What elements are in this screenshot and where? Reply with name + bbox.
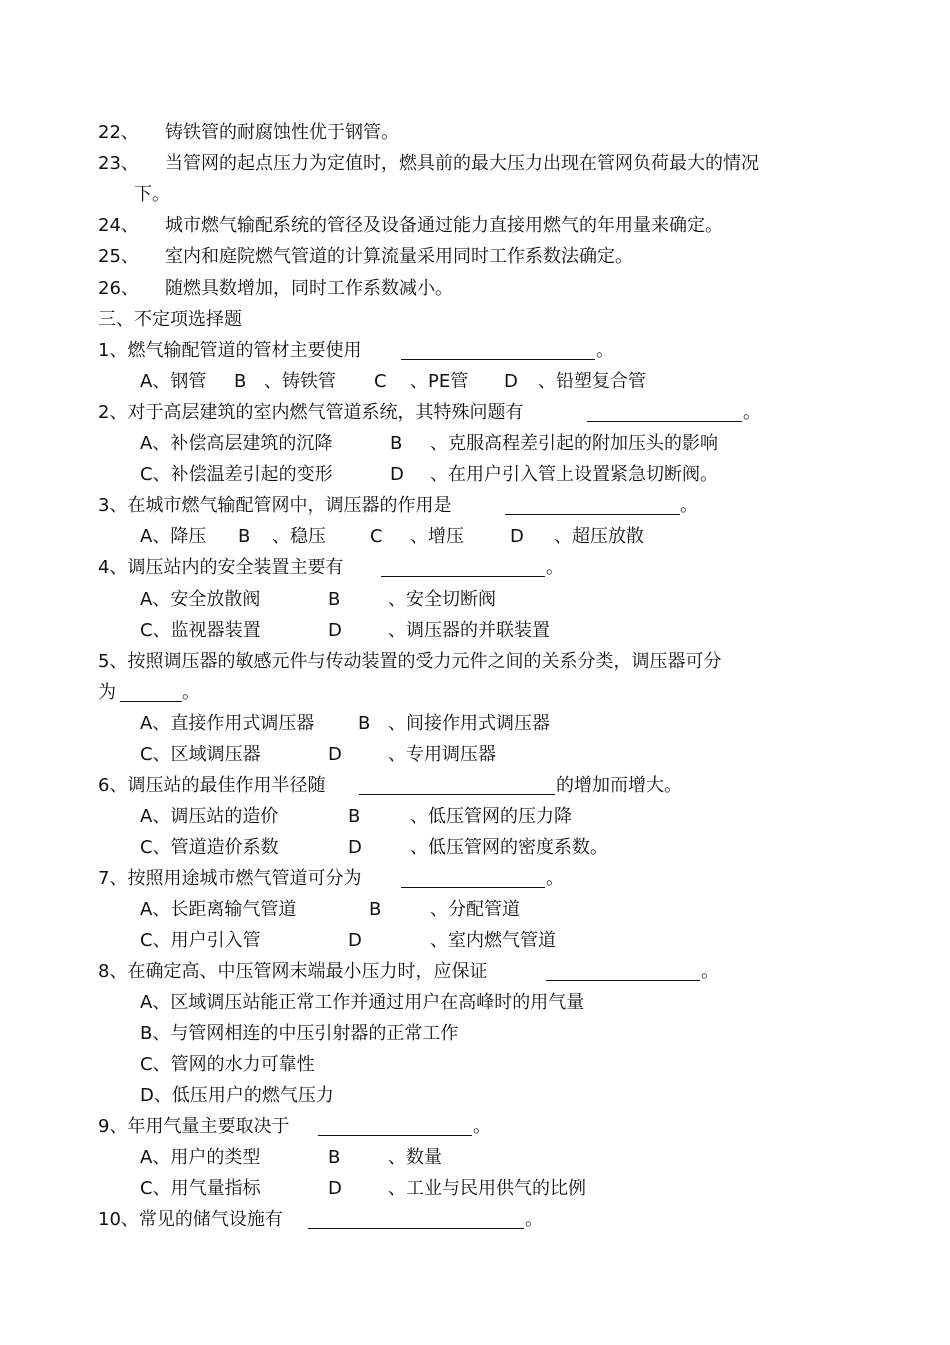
option-c-text: 、PE管 bbox=[410, 371, 469, 392]
option-b-letter: B bbox=[234, 371, 247, 392]
option-b-text: 、克服高程差引起的附加压头的影响 bbox=[430, 433, 718, 454]
option-c: C、管道造价系数 bbox=[140, 837, 279, 858]
option-b-letter: B bbox=[328, 589, 341, 610]
item-text: 当管网的起点压力为定值时，燃具前的最大压力出现在管网负荷最大的情况 bbox=[165, 153, 759, 174]
option-d-text: 、在用户引入管上设置紧急切断阀。 bbox=[430, 464, 718, 485]
option-d-letter: D bbox=[510, 526, 524, 547]
question-end: 。 bbox=[680, 495, 698, 516]
question-end: 。 bbox=[701, 961, 719, 982]
item-number: 24、 bbox=[98, 215, 139, 236]
question-stem: 5、按照调压器的敏感元件与传动装置的受力元件之间的关系分类，调压器可分 bbox=[98, 651, 722, 672]
option-b-text: 、铸铁管 bbox=[264, 371, 336, 392]
answer-blank bbox=[359, 794, 555, 795]
item-text: 随燃具数增加，同时工作系数减小。 bbox=[165, 278, 453, 299]
item-number: 26、 bbox=[98, 278, 139, 299]
question-end: 。 bbox=[525, 1209, 543, 1230]
option-d-text: 、专用调压器 bbox=[388, 744, 496, 765]
option-c: C、用户引入管 bbox=[140, 930, 261, 951]
question-stem-continuation: 为 bbox=[98, 682, 116, 703]
item-text: 城市燃气输配系统的管径及设备通过能力直接用燃气的年用量来确定。 bbox=[165, 215, 723, 236]
option-d-text: 、铅塑复合管 bbox=[538, 371, 646, 392]
option-b-text: 、间接作用式调压器 bbox=[388, 713, 550, 734]
item-text: 室内和庭院燃气管道的计算流量采用同时工作系数法确定。 bbox=[165, 246, 633, 267]
option-b-text: 、低压管网的压力降 bbox=[410, 806, 572, 827]
answer-blank bbox=[318, 1135, 472, 1136]
option-d-letter: D bbox=[328, 744, 342, 765]
option-d-letter: D bbox=[504, 371, 518, 392]
option-c: C、监视器装置 bbox=[140, 620, 261, 641]
option-b-letter: B bbox=[238, 526, 251, 547]
option-a: A、补偿高层建筑的沉降 bbox=[140, 433, 333, 454]
answer-blank bbox=[505, 514, 680, 515]
question-stem: 1、燃气输配管道的管材主要使用 bbox=[98, 340, 362, 361]
option-a: A、长距离输气管道 bbox=[140, 899, 297, 920]
question-end: 。 bbox=[473, 1116, 491, 1137]
item-number: 22、 bbox=[98, 122, 139, 143]
question-stem: 9、年用气量主要取决于 bbox=[98, 1116, 290, 1137]
option-d-letter: D bbox=[328, 620, 342, 641]
option-a: A、区域调压站能正常工作并通过用户在高峰时的用气量 bbox=[140, 992, 585, 1013]
option-d-letter: D bbox=[348, 930, 362, 951]
option-a: A、钢管 bbox=[140, 371, 207, 392]
option-d-text: 、调压器的并联装置 bbox=[388, 620, 550, 641]
option-d-letter: D bbox=[348, 837, 362, 858]
question-stem: 10、常见的储气设施有 bbox=[98, 1209, 283, 1230]
option-d-text: 、超压放散 bbox=[554, 526, 644, 547]
option-a: A、降压 bbox=[140, 526, 207, 547]
option-d-letter: D bbox=[390, 464, 404, 485]
option-c-text: 、增压 bbox=[410, 526, 464, 547]
option-d-letter: D bbox=[328, 1178, 342, 1199]
option-b-letter: B bbox=[369, 899, 382, 920]
option-b-letter: B bbox=[358, 713, 371, 734]
question-stem: 7、按照用途城市燃气管道可分为 bbox=[98, 868, 362, 889]
question-stem: 2、对于高层建筑的室内燃气管道系统，其特殊问题有 bbox=[98, 402, 524, 423]
option-a: A、安全放散阀 bbox=[140, 589, 261, 610]
option-c: C、区域调压器 bbox=[140, 744, 261, 765]
question-end: 的增加而增大。 bbox=[556, 775, 682, 796]
answer-blank bbox=[381, 576, 545, 577]
option-d-text: 、工业与民用供气的比例 bbox=[388, 1178, 586, 1199]
option-a: A、调压站的造价 bbox=[140, 806, 279, 827]
answer-blank bbox=[587, 421, 742, 422]
question-end: 。 bbox=[546, 868, 564, 889]
option-a: A、用户的类型 bbox=[140, 1147, 261, 1168]
option-c-letter: C bbox=[370, 526, 383, 547]
option-b-text: 、数量 bbox=[388, 1147, 442, 1168]
item-number: 25、 bbox=[98, 246, 139, 267]
question-end: 。 bbox=[182, 682, 200, 703]
option-d-text: 、室内燃气管道 bbox=[430, 930, 556, 951]
section-title-text: 三、不定项选择题 bbox=[98, 309, 242, 330]
item-text-continuation: 下。 bbox=[134, 184, 170, 205]
answer-blank bbox=[401, 887, 545, 888]
option-c: C、补偿温差引起的变形 bbox=[140, 464, 333, 485]
option-b-text: 、安全切断阀 bbox=[388, 589, 496, 610]
option-b-letter: B bbox=[328, 1147, 341, 1168]
option-c-letter: C bbox=[374, 371, 387, 392]
option-c: C、管网的水力可靠性 bbox=[140, 1054, 315, 1075]
option-c: C、用气量指标 bbox=[140, 1178, 261, 1199]
question-end: 。 bbox=[743, 402, 761, 423]
question-stem: 4、调压站内的安全装置主要有 bbox=[98, 557, 344, 578]
option-b-letter: B bbox=[390, 433, 403, 454]
question-stem: 3、在城市燃气输配管网中，调压器的作用是 bbox=[98, 495, 452, 516]
option-d-text: 、低压管网的密度系数。 bbox=[410, 837, 608, 858]
option-b: B、与管网相连的中压引射器的正常工作 bbox=[140, 1023, 459, 1044]
answer-blank bbox=[401, 359, 595, 360]
question-end: 。 bbox=[596, 340, 614, 361]
question-stem: 6、调压站的最佳作用半径随 bbox=[98, 775, 326, 796]
item-text: 铸铁管的耐腐蚀性优于钢管。 bbox=[165, 122, 399, 143]
option-b-text: 、稳压 bbox=[272, 526, 326, 547]
answer-blank bbox=[120, 701, 182, 702]
question-end: 。 bbox=[546, 557, 564, 578]
option-d: D、低压用户的燃气压力 bbox=[140, 1085, 334, 1106]
option-b-text: 、分配管道 bbox=[430, 899, 520, 920]
answer-blank bbox=[546, 980, 700, 981]
option-b-letter: B bbox=[348, 806, 361, 827]
option-a: A、直接作用式调压器 bbox=[140, 713, 315, 734]
answer-blank bbox=[308, 1228, 524, 1229]
question-stem: 8、在确定高、中压管网末端最小压力时，应保证 bbox=[98, 961, 488, 982]
item-number: 23、 bbox=[98, 153, 139, 174]
